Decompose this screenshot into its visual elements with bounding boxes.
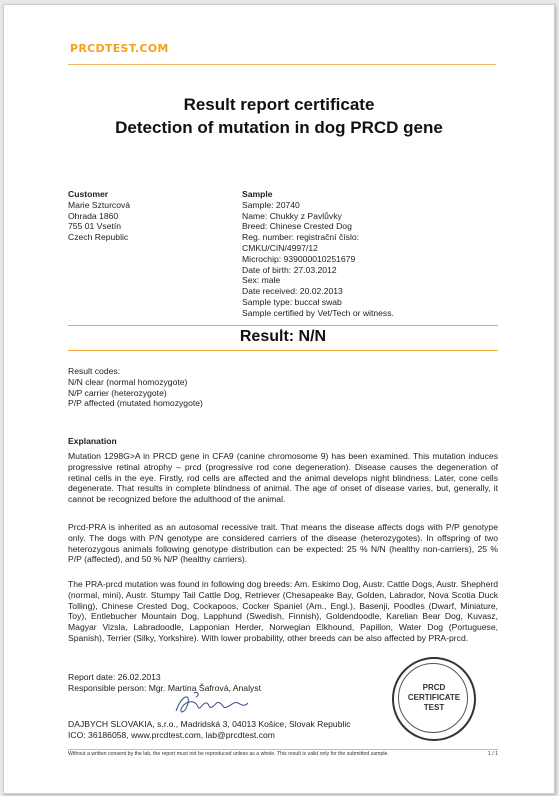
customer-line: 755 01 Vsetín — [68, 221, 122, 232]
sample-line: Sample: 20740 — [242, 199, 300, 210]
stamp-text: CERTIFICATE — [407, 693, 461, 702]
stamp-text: TEST — [423, 703, 445, 712]
company-contact: ICO: 36186058, www.prcdtest.com, lab@prcdtest.com — [68, 729, 275, 740]
explanation-paragraph: Prcd-PRA is inherited as an autosomal recessive trait. That means the disease affects dogs with P/P genotype only. The dogs with P/N genotype are considered carriers of the disease (heterozygotes). In offspring of two heterozygous animals following genotype distribution can be expected: 25 % N/N (healthy non-carriers), 25 % P/P (affected), and 50 % N/P (healthy carriers). — [68, 522, 498, 565]
certificate-page — [3, 4, 555, 794]
explanation-heading: Explanation — [68, 436, 117, 446]
customer-heading: Customer — [68, 189, 109, 199]
result-code-line: N/P carrier (heterozygote) — [68, 387, 167, 398]
company-info — [68, 719, 351, 741]
result-code-line: N/N clear (normal homozygote) — [68, 376, 188, 387]
customer-line: Czech Republic — [68, 232, 129, 243]
stamp-text: PRCD — [422, 683, 446, 692]
responsible-person: Responsible person: Mgr. Martina Šafrová, Analyst — [68, 682, 261, 693]
customer-line: Marie Szturcová — [68, 199, 131, 210]
sample-line: Date of birth: 27.03.2012 — [242, 264, 337, 275]
explanation-paragraph: Mutation 1298G>A in PRCD gene in CFA9 (canine chromosome 9) has been examined. This mutation induces progressive retinal atrophy – prcd (progressive rod cone degeneration). Disease causes the degeneration of retinal cells in the eye. Firstly, rod cells are affected and the animal develops night blindness. Later, cone cells degenerate. That results in complete blindness of animal. The age of onset of disease varies, but, generally, it cannot be recognized before the adulthood of the animal. — [68, 451, 498, 505]
certificate-stamp — [392, 657, 476, 741]
footer — [68, 751, 498, 757]
result-codes-heading: Result codes: — [68, 366, 121, 376]
page-number: 1 / 1 — [487, 751, 498, 757]
sample-line: Reg. number: registrační číslo: — [242, 232, 360, 243]
signature — [172, 689, 252, 719]
explanation-paragraph: The PRA-prcd mutation was found in following dog breeds: Am. Eskimo Dog, Austr. Cattle Dogs, Austr. Shepherd (normal, mini), Austr. Stumpy Tail Cattle Dog, Retriever (Chesapeake Bay, Golden, Labrador, Nova Scotia Duck Tolling), Chinese Crested Dog, Cockapoos, Cocker Spaniel (Am., Engl.), Basenji, Poodles (Dwarf, Miniature, Toy), Entlebucher Mountain Dog, Lapphund (Swedish, Finnish), Goldendoodle, Karelian Bear Dog, Kuvasz, Magyar Vizsla, Labradoodle, Lapponian Herder, Norwegian Elkhound, Papillon, Water Dog (Portuguese, Spanish), Terrier (Silky, Yorkshire). With lower probability, other breeds can be also affected by PRA-prcd. — [68, 579, 498, 643]
sample-line: Breed: Chinese Crested Dog — [242, 221, 352, 232]
result-divider-top — [68, 325, 498, 326]
header-divider — [68, 64, 496, 65]
sample-line: Name: Chukky z Pavlůvky — [242, 210, 342, 221]
sample-line: Sex: male — [242, 275, 281, 286]
sample-line: Sample type: buccal swab — [242, 296, 342, 307]
document-subtitle: Detection of mutation in dog PRCD gene — [115, 118, 443, 137]
sample-line: Date received: 20.02.2013 — [242, 286, 343, 297]
footer-disclaimer: Without a written consent by the lab, the report must not be reproduced unless as a whole. This result is valid only for the submitted sample. — [68, 751, 389, 757]
result-code-line: P/P affected (mutated homozygote) — [68, 398, 203, 409]
result-divider-bottom — [68, 350, 498, 351]
sample-line: Microchip: 939000010251679 — [242, 253, 356, 264]
result-text: Result: N/N — [239, 328, 327, 345]
document-title: Result report certificate — [183, 95, 375, 114]
company-address: DAJBYCH SLOVAKIA, s.r.o., Madridská 3, 04013 Košice, Slovak Republic — [68, 719, 351, 729]
sample-block — [242, 189, 502, 319]
logo: PRCDTEST.COM — [70, 42, 169, 55]
sample-heading: Sample — [242, 189, 273, 199]
result-codes — [68, 366, 498, 409]
customer-block — [68, 189, 228, 243]
footer-divider — [68, 749, 498, 750]
sample-line: CMKU/CIN/4997/12 — [242, 242, 318, 253]
customer-line: Ohrada 1860 — [68, 210, 119, 221]
report-date: Report date: 26.02.2013 — [68, 672, 161, 682]
sample-line: Sample certified by Vet/Tech or witness. — [242, 307, 394, 318]
